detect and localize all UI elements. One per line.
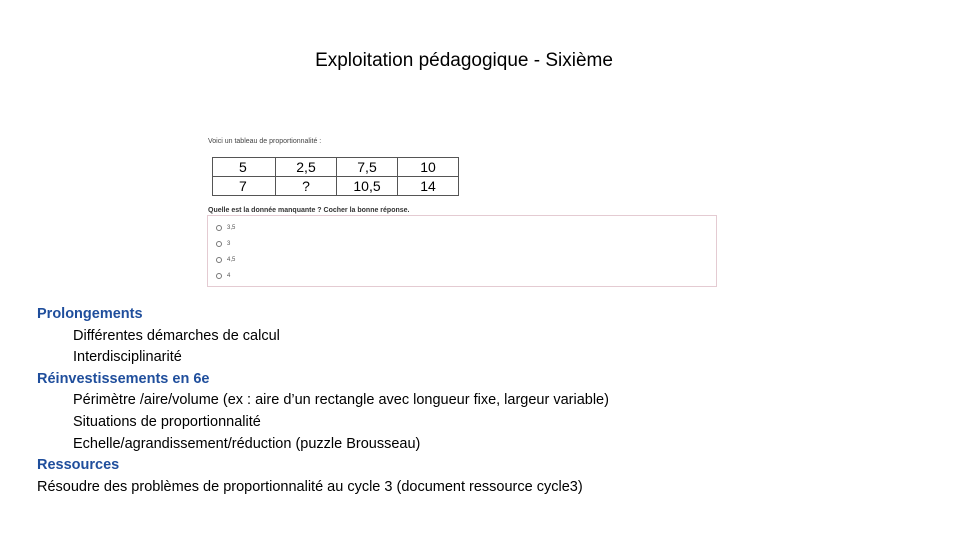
table-cell: 10 — [398, 158, 459, 177]
choices-box — [207, 215, 717, 287]
table-row — [213, 177, 459, 196]
slide-title: Exploitation pédagogique - Sixième — [315, 50, 613, 71]
radio-button[interactable] — [216, 225, 222, 231]
table-cell: 2,5 — [276, 158, 337, 177]
choice-option[interactable] — [216, 223, 235, 233]
prolongements-heading: Prolongements — [37, 306, 143, 322]
radio-button[interactable] — [216, 273, 222, 279]
choice-option[interactable] — [216, 239, 230, 249]
choice-label: 3,5 — [227, 225, 236, 231]
list-item: Interdisciplinarité — [73, 349, 182, 366]
choice-label: 3 — [227, 241, 231, 247]
table-cell: 5 — [213, 158, 276, 177]
list-item: Différentes démarches de calcul — [73, 327, 280, 344]
reinvestissements-heading: Réinvestissements en 6e — [37, 370, 210, 387]
exercise-prompt: Voici un tableau de proportionnalité : — [208, 138, 322, 145]
table-cell: 7,5 — [337, 158, 398, 177]
table-cell: 7 — [213, 177, 276, 196]
choice-option[interactable] — [216, 271, 230, 281]
choice-label: 4,5 — [227, 257, 236, 263]
list-item: Situations de proportionnalité — [73, 413, 261, 430]
exercise-question: Quelle est la donnée manquante ? Cocher la bonne réponse. — [208, 207, 410, 214]
ressources-text: Résoudre des problèmes de proportionnalité au cycle 3 (document ressource cycle3) — [37, 478, 583, 495]
table-cell: 10,5 — [337, 177, 398, 196]
choice-option[interactable] — [216, 255, 235, 265]
table-cell: 14 — [398, 177, 459, 196]
table-row — [213, 158, 459, 177]
radio-button[interactable] — [216, 257, 222, 263]
radio-button[interactable] — [216, 241, 222, 247]
choice-label: 4 — [227, 273, 231, 279]
list-item: Echelle/agrandissement/réduction (puzzle Brousseau) — [73, 435, 421, 452]
table-cell: ? — [276, 177, 337, 196]
list-item: Périmètre /aire/volume (ex : aire d’un rectangle avec longueur fixe, largeur variable) — [73, 392, 609, 409]
proportionality-table — [212, 157, 459, 196]
notes-section — [37, 304, 917, 498]
exercise-screenshot — [207, 138, 719, 290]
ressources-heading: Ressources — [37, 457, 120, 474]
